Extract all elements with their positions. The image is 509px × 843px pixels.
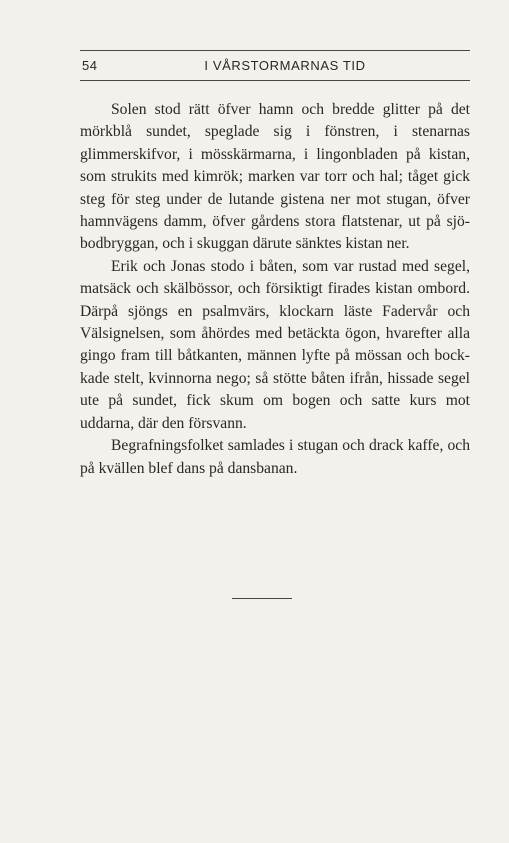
page-header	[80, 50, 470, 80]
header-bottom-rule	[80, 80, 470, 81]
paragraph: Erik och Jonas stodo i båten, som var rustad med segel, matsäck och skälbössor, och försiktigt firades kistan ombord. Därpå sjöngs en psalmvärs, klockarn läste Fadervår och Välsignelsen, som åhördes med betäckta ögon, hvarefter alla gingo fram till båtkanten, männen lyfte på mössan och bockkade stelt, kvinnorna nego; så stötte båten ifrån, hissade segel ute på sundet, fick skum om bogen och satte kurs mot uddarna, där den försvann.	[80, 257, 470, 432]
body-text	[80, 99, 470, 480]
page-number: 54	[82, 58, 98, 73]
end-rule	[232, 598, 292, 599]
running-title: I VÅRSTORMARNAS TID	[204, 58, 366, 73]
header-top-rule	[80, 50, 470, 51]
paragraph: Solen stod rätt öfver hamn och bredde glitter på det mörkblå sundet, speglade sig i fönstren, i stenarnas glimmerskifvor, i mösskärmarna, i lingonbladen på kistan, som strukits med kimrök; marken var torr och hal; tåget gick steg för steg under de lutande gistena ner mot stugan, öfver hamnvägens damm, öfver gårdens stora flatstenar, ut på sjöbodbryggan, och i skuggan därute sänktes kistan ner.	[80, 101, 470, 253]
paragraph: Begrafningsfolket samlades i stugan och drack kaffe, och på kvällen blef dans på dansbanan.	[80, 437, 470, 477]
